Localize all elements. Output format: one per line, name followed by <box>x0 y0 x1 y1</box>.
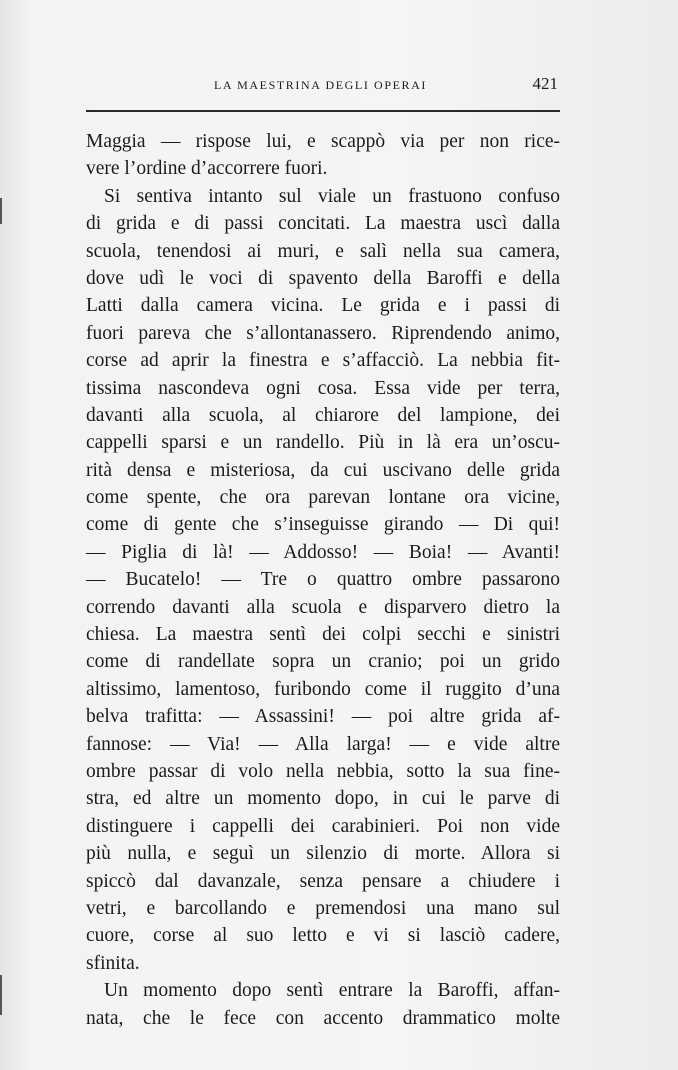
text-line: fannose: — Via! — Alla larga! — e vide altre <box>86 733 560 755</box>
text-line: Latti dalla camera vicina. Le grida e i passi di <box>86 295 560 317</box>
text-line: scuola, tenendosi ai muri, e salì nella sua camera, <box>86 240 560 262</box>
page-edge-mark-lower <box>0 975 2 1015</box>
text-line: dove udì le voci di spavento della Baroffi e della <box>86 267 560 289</box>
text-line: distinguere i cappelli dei carabinieri. Poi non vide <box>86 815 560 837</box>
text-line: corse ad aprir la finestra e s’affacciò. La nebbia fit- <box>86 350 560 372</box>
text-line: spiccò dal davanzale, senza pensare a chiudere i <box>86 870 560 892</box>
text-line: più nulla, e seguì un silenzio di morte. Allora si <box>86 843 560 865</box>
running-head <box>86 74 560 98</box>
text-line: correndo davanti alla scuola e disparvero dietro la <box>86 596 560 618</box>
page-edge-mark-upper <box>0 198 2 224</box>
text-line: — Piglia di là! — Addosso! — Boia! — Avanti! <box>86 541 560 563</box>
text-line: — Bucatelo! — Tre o quattro ombre passarono <box>86 569 560 591</box>
text-line: come spente, che ora parevan lontane ora vicine, <box>86 487 560 509</box>
header-rule <box>86 110 560 112</box>
text-line: come di gente che s’inseguisse girando — Di qui! <box>86 514 560 536</box>
text-line: fuori pareva che s’allontanassero. Riprendendo animo, <box>86 322 560 344</box>
text-line: ombre passar di volo nella nebbia, sotto la sua fine- <box>86 760 560 782</box>
text-line: belva trafitta: — Assassini! — poi altre grida af- <box>86 706 560 728</box>
text-line: stra, ed altre un momento dopo, in cui le parve di <box>86 788 560 810</box>
text-line: altissimo, lamentoso, furibondo come il ruggito d’una <box>86 678 560 700</box>
text-line: come di randellate sopra un cranio; poi un grido <box>86 651 560 673</box>
text-line: Si sentiva intanto sul viale un frastuono confuso <box>104 185 560 207</box>
text-line: sfinita. <box>86 952 140 974</box>
text-line: chiesa. La maestra sentì dei colpi secchi e sinistri <box>86 624 560 646</box>
text-line: Maggia — rispose lui, e scappò via per non rice- <box>86 131 560 152</box>
page-number: 421 <box>532 74 558 93</box>
text-line: tissima nascondeva ogni cosa. Essa vide per terra, <box>86 377 560 399</box>
text-line: vetri, e barcollando e premendosi una mano sul <box>86 897 560 919</box>
text-line: rità densa e misteriosa, da cui uscivano delle grida <box>86 459 560 481</box>
text-line: di grida e di passi concitati. La maestra uscì dalla <box>86 213 560 235</box>
text-line: cappelli sparsi e un randello. Più in là era un’oscu- <box>86 432 560 454</box>
text-line: cuore, corse al suo letto e vi si lasciò cadere, <box>86 925 560 947</box>
text-line: Un momento dopo sentì entrare la Baroffi, affan- <box>104 980 560 1002</box>
text-line: nata, che le fece con accento drammatico molte <box>86 1007 560 1029</box>
body-text <box>86 128 560 1032</box>
running-title: LA MAESTRINA DEGLI OPERAI <box>214 78 427 92</box>
text-line: davanti alla scuola, al chiarore del lampione, dei <box>86 404 560 426</box>
text-line: vere l’ordine d’accorrere fuori. <box>86 158 328 180</box>
